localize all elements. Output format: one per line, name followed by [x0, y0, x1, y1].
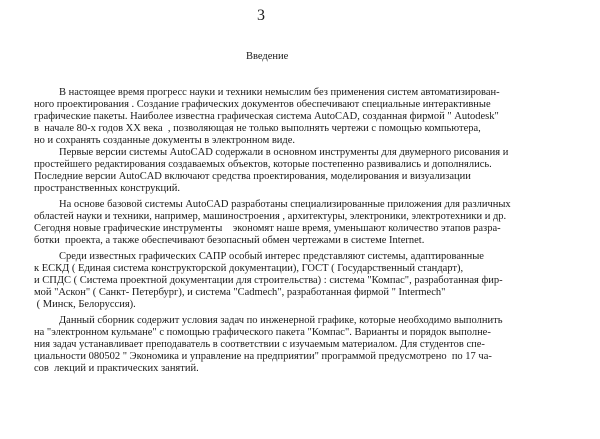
paragraph-2-line-2: простейшего редактирования создаваемых объектов, которые постепенно развивались и дополнялись.: [34, 159, 492, 170]
paragraph-1-line-3: графические пакеты. Наиболее известна графическая система AutoCAD, созданная фирмой " Autodesk": [34, 111, 499, 122]
paragraph-3-line-1: На основе базовой системы AutoCAD разработаны специализированные приложения для различных: [59, 199, 511, 210]
paragraph-1-line-2: ного проектирования . Создание графических документов обеспечивают специальные интерактивные: [34, 99, 491, 110]
paragraph-1-line-1: В настоящее время прогресс науки и техники немыслим без применения систем автоматизирован-: [59, 87, 500, 98]
paragraph-2-line-4: пространственных конструкций.: [34, 183, 181, 194]
paragraph-1-line-4: в начале 80-х годов XX века , позволяющая не только выполнять чертежи с помощью компьютера,: [34, 123, 481, 134]
paragraph-4-line-2: к ЕСКД ( Единая система конструкторской документации), ГОСТ ( Государственный стандарт),: [34, 263, 464, 274]
paragraph-5-line-4: циальности 080502 " Экономика и управление на предприятии" программой предусмотрено по 17 ча-: [34, 351, 492, 362]
paragraph-3-line-2: областей науки и техники, например, машиностроения , архитектуры, электроники, электротехники и др.: [34, 211, 507, 222]
paragraph-5-line-1: Данный сборник содержит условия задач по инженерной графике, которые необходимо выполнить: [59, 315, 503, 326]
paragraph-5-line-2: на "электронном кульмане" с помощью графического пакета "Компас". Варианты и порядок выполне-: [34, 327, 491, 338]
paragraph-4-line-4: мой "Аскон" ( Санкт- Петербург), и система "Cadmech", разработанная фирмой " Intermech": [34, 287, 446, 298]
paragraph-5-line-3: ния задач устанавливает преподаватель в соответствии с изучаемым материалом. Для студентов спе-: [34, 339, 485, 350]
paragraph-1-line-5: но и сохранять созданные документы в электронном виде.: [34, 135, 296, 146]
paragraph-3-line-4: ботки проекта, а также обеспечивают безопасный обмен чертежами в системе Internet.: [34, 235, 425, 246]
paragraph-4-line-5: ( Минск, Белоруссия).: [34, 299, 136, 310]
paragraph-5-line-5: сов лекций и практических занятий.: [34, 363, 199, 374]
section-heading: Введение: [246, 51, 289, 62]
paragraph-4-line-1: Среди известных графических САПР особый интерес представляют системы, адаптированные: [59, 251, 484, 262]
page-number: 3: [257, 7, 265, 24]
paragraph-3-line-3: Сегодня новые графические инструменты экономят наше время, уменьшают количество этапов разра-: [34, 223, 501, 234]
paragraph-2-line-3: Последние версии AutoCAD включают средства проектирования, моделирования и визуализации: [34, 171, 471, 182]
paragraph-4-line-3: и СПДС ( Система проектной документации для строительства) : система "Компас", разработанная фир-: [34, 275, 503, 286]
paragraph-2-line-1: Первые версии системы AutoCAD содержали в основном инструменты для двумерного рисования и: [59, 147, 509, 158]
